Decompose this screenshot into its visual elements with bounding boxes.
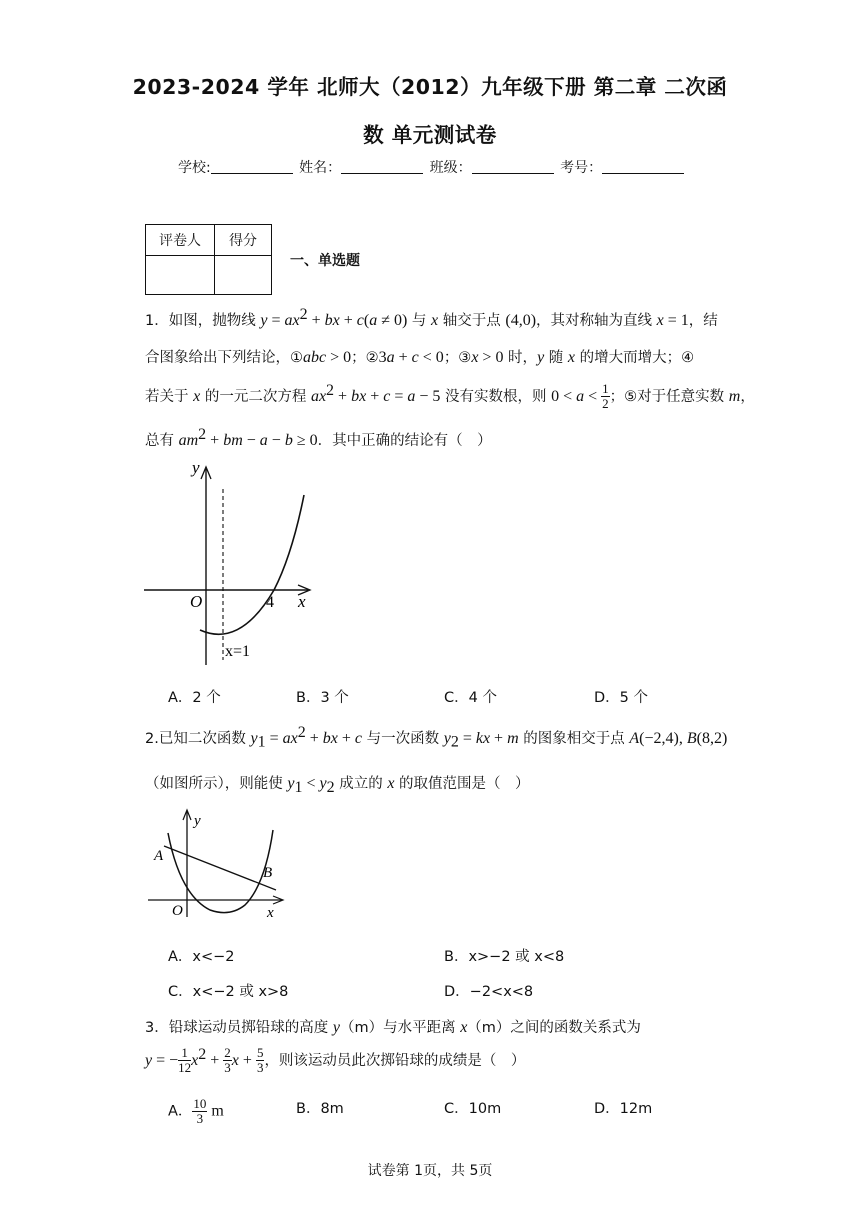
- q3-number: 3．: [145, 1020, 169, 1036]
- q2-option-b[interactable]: B．x>−2 或 x<8: [444, 949, 565, 965]
- grader-cell[interactable]: [146, 256, 215, 295]
- q2-option-c[interactable]: C．x<−2 或 x>8: [168, 984, 289, 1000]
- q3-line-1: 3．铅球运动员掷铅球的高度 y（m）与水平距离 x（m）之间的函数关系式为: [145, 1019, 641, 1036]
- x-axis-label: x: [298, 592, 306, 611]
- name-blank[interactable]: [341, 159, 423, 174]
- q3-option-b[interactable]: B．8m: [296, 1101, 344, 1117]
- origin-label: O: [172, 903, 183, 919]
- y-axis-label: y: [192, 458, 200, 477]
- q2-number: 2.: [145, 730, 159, 747]
- page-title-line-1: 2023-2024 学年 北师大（2012）九年级下册 第二章 二次函: [132, 75, 728, 99]
- q1-line-4: 总有 $am^2$ + bm − a − b ≥ 0．其中正确的结论有（ ）: [145, 426, 492, 449]
- score-table: [145, 224, 272, 295]
- origin-label: O: [190, 592, 203, 611]
- section-title: 一、单选题: [290, 253, 360, 269]
- class-label: 班级：: [429, 160, 472, 176]
- page-title-line-2: 数 单元测试卷: [363, 123, 497, 147]
- q1-number: 1．: [145, 312, 169, 329]
- line-y2: [164, 846, 276, 890]
- q1-option-d[interactable]: D．5 个: [594, 690, 648, 706]
- symmetry-axis-label: x=1: [225, 643, 251, 660]
- q1-line-2: 合图象给出下列结论，①abc > 0；②3a + c < 0；③x > 0 时，y 随 x 的增大而增大；④: [145, 349, 695, 366]
- class-blank[interactable]: [472, 159, 554, 174]
- q3-option-c[interactable]: C．10m: [444, 1101, 502, 1117]
- school-label: 学校:: [178, 160, 211, 176]
- point-a-label: A: [154, 848, 164, 864]
- score-cell[interactable]: [215, 256, 272, 295]
- x-axis-label: x: [267, 905, 274, 920]
- q3-option-d[interactable]: D．12m: [594, 1101, 653, 1117]
- root-label: 4: [266, 594, 274, 611]
- q3-option-a[interactable]: A． $\frac{10}{3}$ m: [168, 1096, 224, 1126]
- q1-option-b[interactable]: B．3 个: [296, 690, 349, 706]
- q1-line-1: 1．如图，抛物线 $y = ax^2$ + bx + c(a ≠ 0) 与 x 轴交于点 (4,0)，其对称轴为直线 x = 1，结: [145, 306, 718, 329]
- score-header: 得分: [215, 225, 272, 256]
- page-footer: 试卷第 1页，共 5页: [367, 1163, 493, 1179]
- q1-option-c[interactable]: C．4 个: [444, 690, 497, 706]
- q2-option-d[interactable]: D．−2<x<8: [444, 984, 534, 1000]
- grader-header: 评卷人: [146, 225, 215, 256]
- q1-option-a[interactable]: A．2 个: [168, 690, 221, 706]
- point-b-label: B: [263, 865, 273, 881]
- school-blank[interactable]: [211, 159, 293, 174]
- q2-option-a[interactable]: A．x<−2: [168, 949, 235, 965]
- y-axis-label: y: [194, 813, 201, 829]
- parabola-curve: [200, 495, 304, 634]
- q2-line-2: （如图所示），则能使 $y_1 < y_2$ 成立的 x 的取值范围是（ ）: [145, 775, 530, 796]
- q2-line-1: 2.已知二次函数 $y_1 = ax^2$ + bx + c 与一次函数 $y_2$ = kx + m 的图象相交于点 A(−2,4), B(8,2): [145, 724, 728, 751]
- name-label: 姓名：: [299, 160, 342, 176]
- exam-number-blank[interactable]: [602, 159, 684, 174]
- exam-number-label: 考号：: [560, 160, 603, 176]
- q2-graph: [140, 805, 290, 920]
- q3-line-2: y = − $\frac{1}{12}$ $x^2$ + $\frac{2}{3}$ x + $\frac{5}{3}$ ，则该运动员此次掷铅球的成绩是（ ）: [145, 1045, 526, 1076]
- q1-line-3: 若关于 x 的一元二次方程 $ax^2$ + bx + c = a − 5 没有实数根，则 0 < a < $\frac{1}{2}$ ；⑤对于任意实数 m，: [145, 381, 755, 412]
- q1-graph: [140, 455, 330, 670]
- student-info: [178, 157, 686, 177]
